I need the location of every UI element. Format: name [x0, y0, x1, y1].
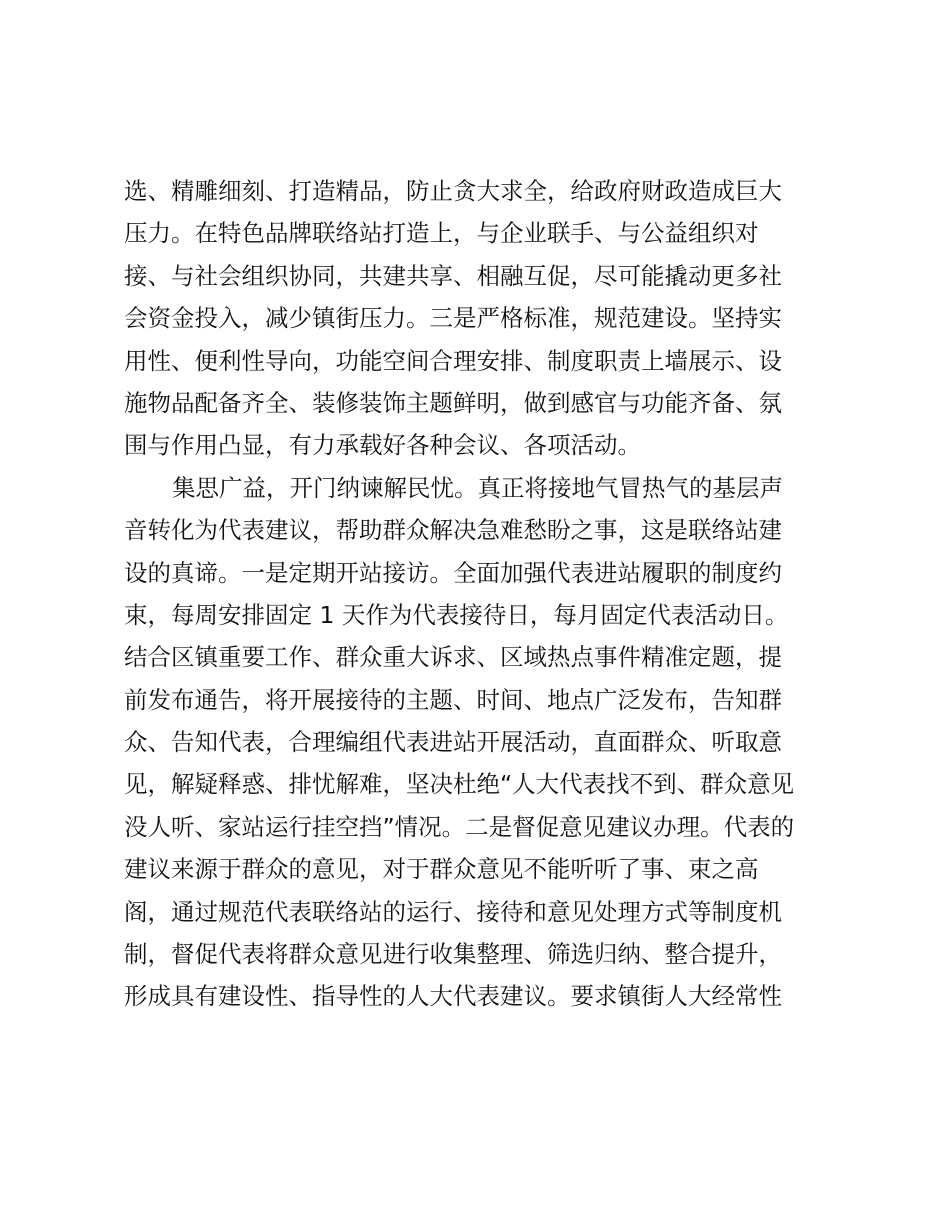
- text-line: 设的真谛。一是定期开站接访。全面加强代表进站履职的制度约: [124, 558, 782, 587]
- body-text: [124, 170, 844, 1018]
- text-line: 音转化为代表建议，帮助群众解决急难愁盼之事，这是联络站建: [124, 516, 782, 545]
- text-line: 接、与社会组织协同，共建共享、相融互促，尽可能撬动更多社: [124, 261, 782, 290]
- text-line: 会资金投入，减少镇街压力。三是严格标准，规范建设。坚持实: [124, 304, 782, 333]
- text-line: 围与作用凸显，有力承载好各种会议、各项活动。: [124, 431, 641, 460]
- text-line: 众、告知代表，合理编组代表进站开展活动，直面群众、听取意: [124, 728, 782, 757]
- text-line: 选、精雕细刻、打造精品，防止贪大求全，给政府财政造成巨大: [124, 177, 782, 205]
- text-line: 阁，通过规范代表联络站的运行、接待和意见处理方式等制度机: [124, 897, 782, 926]
- text-line: 束，每周安排固定 1 天作为代表接待日，每月固定代表活动日。: [124, 600, 789, 629]
- text-line: 见，解疑释惑、排忧解难，坚决杜绝“人大代表找不到、群众意见: [124, 770, 795, 799]
- text-line: 结合区镇重要工作、群众重大诉求、区域热点事件精准定题，提: [124, 643, 782, 672]
- paragraph-first-line: 集思广益，开门纳谏解民忧。真正将接地气冒热气的基层声: [172, 473, 783, 502]
- text-line: 制，督促代表将群众意见进行收集整理、筛选归纳、整合提升，: [124, 940, 782, 969]
- text-line: 形成具有建设性、指导性的人大代表建议。要求镇街人大经常性: [124, 982, 782, 1011]
- text-line: 没人听、家站运行挂空挡”情况。二是督促意见建议办理。代表的: [124, 812, 795, 841]
- text-line: 施物品配备齐全、装修装饰主题鲜明，做到感官与功能齐备、氛: [124, 388, 782, 417]
- text-line: 建议来源于群众的意见，对于群众意见不能听听了事、束之高: [124, 855, 759, 884]
- text-line: 压力。在特色品牌联络站打造上，与企业联手、与公益组织对: [124, 219, 759, 248]
- text-line: 前发布通告，将开展接待的主题、时间、地点广泛发布，告知群: [124, 685, 782, 714]
- text-line: 用性、便利性导向，功能空间合理安排、制度职责上墙展示、设: [124, 346, 782, 375]
